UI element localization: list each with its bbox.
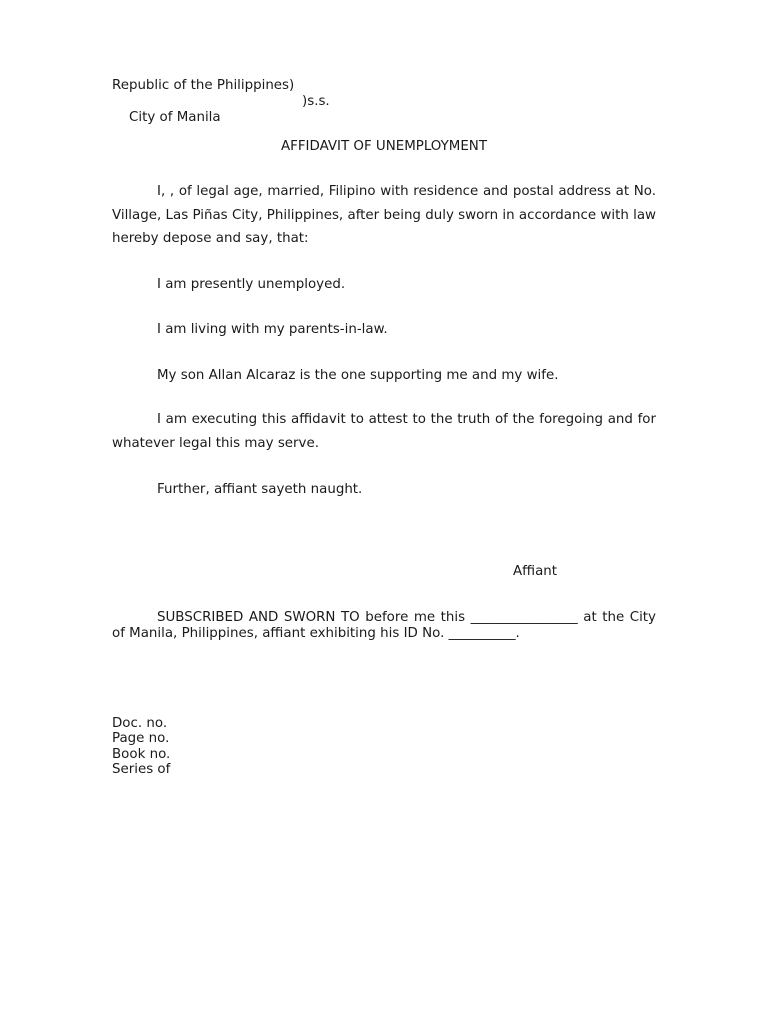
doc-no-label: Doc. no.	[112, 716, 168, 731]
statement-son-support: My son Allan Alcaraz is the one supporting me and my wife.	[157, 368, 559, 383]
statement-living-with-parents: I am living with my parents-in-law.	[157, 322, 388, 337]
document-title: AFFIDAVIT OF UNEMPLOYMENT	[280, 139, 488, 154]
venue-line-republic: Republic of the Philippines)	[112, 78, 295, 93]
venue-ss-label: )s.s.	[302, 94, 330, 109]
jurat-paragraph: SUBSCRIBED AND SWORN TO before me this ________________ at the City of Manila, Philippines, affiant exhibiting his ID No. __________.	[112, 610, 656, 641]
page-no-label: Page no.	[112, 731, 170, 746]
book-no-label: Book no.	[112, 747, 171, 762]
series-of-label: Series of	[112, 762, 171, 777]
statement-purpose: I am executing this affidavit to attest to the truth of the foregoing and for whatever legal this may serve.	[112, 412, 656, 451]
statement-unemployed: I am presently unemployed.	[157, 277, 346, 292]
venue-city-label: City of Manila	[129, 110, 221, 125]
venue-line-city	[112, 94, 221, 142]
intro-paragraph: I, , of legal age, married, Filipino with residence and postal address at No. Village, Las Piñas City, Philippines, after being duly sworn in accordance with law hereby depose and say, that:	[112, 184, 656, 246]
affidavit-document	[112, 0, 656, 1024]
closing-statement: Further, affiant sayeth naught.	[157, 482, 363, 497]
affiant-label: Affiant	[513, 564, 558, 579]
